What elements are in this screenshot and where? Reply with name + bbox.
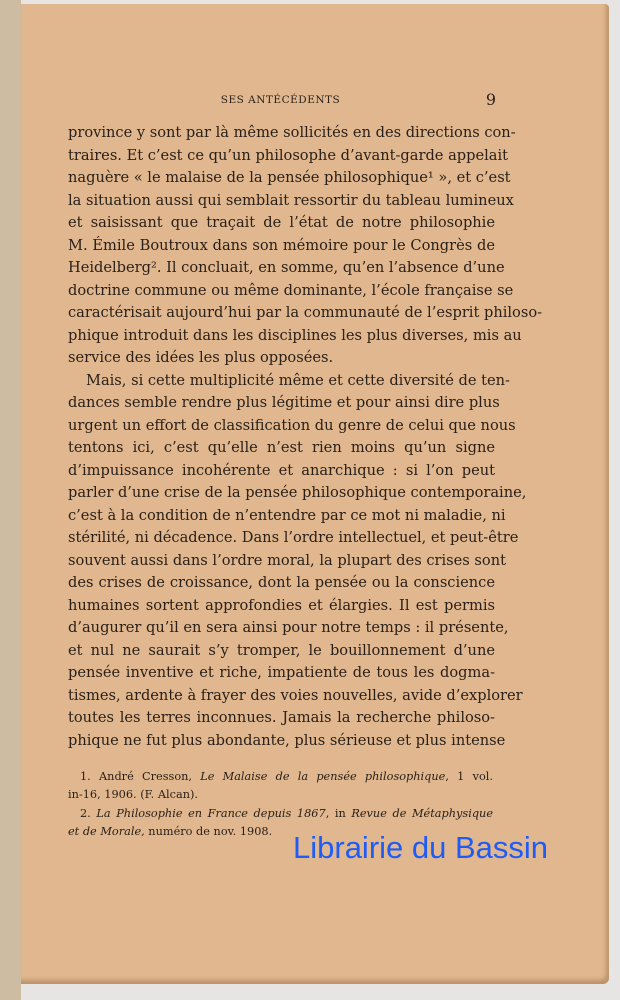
text-line: caractérisait aujourd’hui par la communauté de l’esprit philoso- (68, 304, 543, 321)
text-line: dances semble rendre plus légitime et pour ainsi dire plus (68, 394, 500, 411)
text-line: province y sont par là même sollicités en des directions con- (68, 124, 516, 141)
footnote-2-line-2: et de Morale, numéro de nov. 1908. (68, 824, 273, 838)
text-line: c’est à la condition de n’entendre par ce mot ni maladie, ni (68, 506, 506, 524)
text-line: humaines sortent approfondies et élargies. Il est permis (68, 596, 495, 614)
text-line: Mais, si cette multiplicité même et cette diversité de ten- (86, 371, 510, 389)
text-line: d’impuissance incohérente et anarchique : si l’on peut (68, 461, 495, 479)
text-line: pensée inventive et riche, impatiente de tous les dogma- (68, 664, 495, 681)
text-line: Heidelberg². Il concluait, en somme, qu’en l’absence d’une (68, 259, 505, 276)
text-line: naguère « le malaise de la pensée philosophique¹ », et c’est (68, 169, 511, 186)
watermark: Librairie du Bassin (293, 830, 549, 865)
text-line: parler d’une crise de la pensée philosophique contemporaine, (68, 484, 527, 501)
page-number: 9 (485, 90, 496, 109)
text-line: service des idées les plus opposées. (68, 349, 334, 366)
text-line: stérilité, ni décadence. Dans l’ordre intellectuel, et peut-être (68, 529, 519, 546)
body-text (68, 122, 543, 752)
text-line: toutes les terres inconnues. Jamais la recherche philoso- (68, 709, 495, 726)
text-line: des crises de croissance, dont la pensée ou la conscience (68, 574, 495, 591)
page-header (68, 90, 498, 110)
text-line: traires. Et c’est ce qu’un philosophe d’avant-garde appelait (68, 146, 508, 164)
footnote-2-line-1: 2. La Philosophie en France depuis 1867, in Revue de Métaphysique (80, 807, 494, 820)
text-line: M. Émile Boutroux dans son mémoire pour le Congrès de (68, 236, 495, 254)
adjacent-pages-edge (0, 0, 21, 1000)
footnote-1-line-1: 1. André Cresson, Le Malaise de la pensée philosophique, 1 vol. (80, 770, 493, 783)
text-line: la situation aussi qui semblait ressortir du tableau lumineux (68, 191, 514, 209)
text-line: phique introduit dans les disciplines les plus diverses, mis au (68, 326, 522, 344)
text-line: tismes, ardente à frayer des voies nouvelles, avide d’explorer (68, 686, 523, 704)
text-line: et nul ne saurait s’y tromper, le bouillonnement d’une (68, 641, 495, 659)
text-line: doctrine commune ou même dominante, l’école française se (68, 281, 514, 299)
text-line: tentons ici, c’est qu’elle n’est rien moins qu’un signe (68, 439, 495, 456)
text-line: urgent un effort de classification du genre de celui que nous (68, 416, 516, 434)
text-line: d’augurer qu’il en sera ainsi pour notre temps : il présente, (68, 619, 509, 636)
text-line: souvent aussi dans l’ordre moral, la plupart des crises sont (68, 551, 506, 569)
text-line: phique ne fut plus abondante, plus sérieuse et plus intense (68, 731, 506, 749)
footnote-1-line-2: in-16, 1906. (F. Alcan). (68, 787, 198, 801)
text-line: et saisissant que traçait de l’état de notre philosophie (68, 214, 495, 231)
running-title: SES ANTÉCÉDENTS (220, 94, 341, 106)
